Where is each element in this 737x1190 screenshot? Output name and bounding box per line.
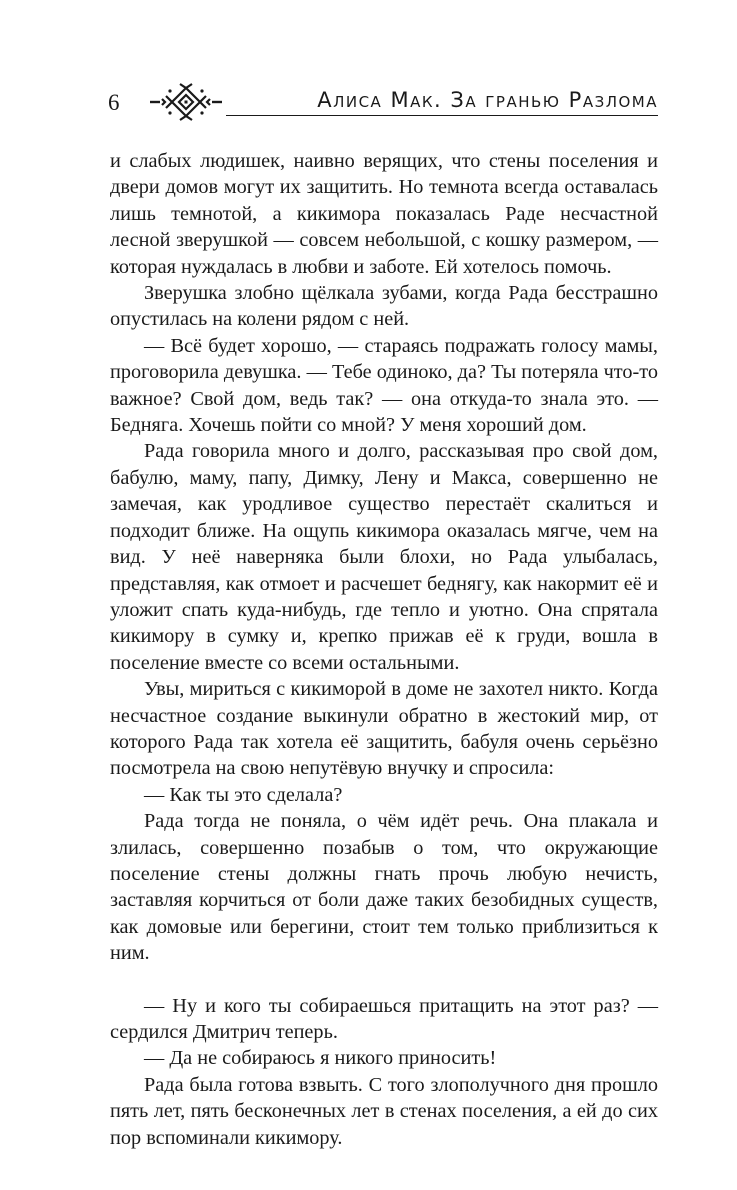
paragraph: — Ну и кого ты собираешься притащить на этот раз? — сердился Дмитрич теперь. <box>110 994 658 1043</box>
section-break <box>110 967 658 993</box>
paragraph: — Да не собираюсь я никого приносить! <box>144 1047 497 1070</box>
paragraph: — Как ты это сделала? <box>144 783 343 806</box>
paragraph: — Всё будет хорошо, — стараясь подражать голосу мамы, проговорила девушка. — Тебе одиноко, да? Ты потеряла что-то важное? Свой дом, ведь так? — она откуда-то знала это. — Бедняга. Хочешь пойти со мной? У меня хороший дом. <box>110 334 658 437</box>
page-number: 6 <box>108 90 120 115</box>
header-rule <box>226 115 658 116</box>
running-title: Алиса Мак. За гранью Разлома <box>317 88 658 112</box>
body-text <box>110 148 658 1151</box>
folk-ornament-icon <box>146 82 226 122</box>
paragraph: и слабых людишек, наивно верящих, что стены поселения и двери домов могут их защитить. Но темнота всегда оставалась лишь темнотой, а кикимора показалась Раде несчастной лесной зверушкой — совсем небольшой, с кошку размером, — которая нуждалась в любви и заботе. Ей хотелось помочь. <box>110 150 658 278</box>
paragraph: Увы, мириться с кикиморой в доме не захотел никто. Когда несчастное создание выкинули обратно в жестокий мир, от которого Рада так хотела её защитить, бабуля очень серьёзно посмотрела на свою непутёвую внучку и спросила: <box>110 678 658 780</box>
paragraph: Рада была готова взвыть. С того злополучного дня прошло пять лет, пять бесконечных лет в стенах поселения, а ей до сих пор вспоминали кикимору. <box>110 1073 658 1149</box>
paragraph: Рада тогда не поняла, о чём идёт речь. Она плакала и злилась, совершенно позабыв о том, что окружающие поселение стены должны гнать прочь любую нечисть, заставляя корчиться от боли даже таких безобидных существ, как домовые или берегини, стоит тем только приблизиться к ним. <box>110 810 658 965</box>
running-header <box>108 84 658 118</box>
paragraph: Рада говорила много и долго, рассказывая про свой дом, бабулю, маму, папу, Димку, Лену и Макса, совершенно не замечая, как уродливое существо перестаёт скалиться и подходит ближе. На ощупь кикимора оказалась мягче, чем на вид. У неё наверняка были блохи, но Рада улыбалась, представляя, как отмоет и расчешет беднягу, как накормит её и уложит спать куда-нибудь, где тепло и уютно. Она спрятала кикимору в сумку и, крепко прижав её к груди, вошла в поселение вместе со всеми остальными. <box>110 440 658 674</box>
paragraph: Зверушка злобно щёлкала зубами, когда Рада бесстрашно опустилась на колени рядом с ней. <box>110 282 658 331</box>
